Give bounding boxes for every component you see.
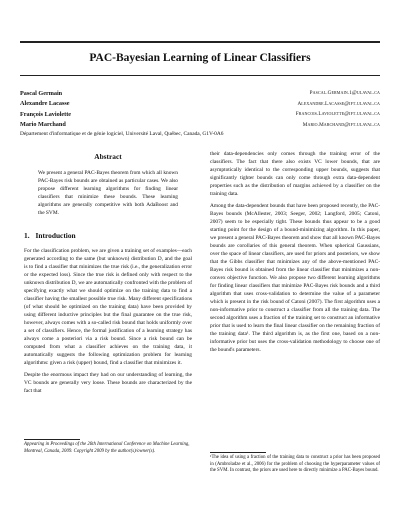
author-email: Pascal.Germain.1@ulaval.ca <box>309 90 380 97</box>
body-paragraph: Despite the enormous impact they had on our understanding of learning, the VC bounds are generally very loose. These bounds are characterized by the fact that <box>24 372 192 394</box>
footnote-separator <box>24 439 80 440</box>
footnote-text: ¹The idea of using a fraction of the training data to construct a prior has been proposed in (Ambroladze et al., 2006) for the problem of choosing the hyperparameter values of the SVM. In contrast, the priors are used here to directly minimize a PAC-Bayes bound. <box>210 455 380 474</box>
author-email: Alexandre.Lacasse@ift.ulaval.ca <box>297 100 380 107</box>
author-name: Alexandre Lacasse <box>20 100 70 108</box>
body-paragraph: Among the data-dependent bounds that have been proposed recently, the PAC-Bayes bounds (McAllester, 2003; Seeger, 2002; Langford, 2005; Catoni, 2007) seem to be especially tight. These bounds thus appear to be a good starting point for the design of a bound-minimizing algorithm. In this paper, we present a general PAC-Bayes theorem and show that all known PAC-Bayes bounds are corollaries of this general theorem. When spherical Gaussians, over the space of linear classifiers, are used for priors and posteriors, we show that the Gibbs classifier that minimizes any of the above-mentioned PAC-Bayes risk bound is obtained from the linear classifier that minimizes a non-convex objective function. We also propose two different learning algorithms for finding linear classifiers that minimize PAC-Bayes risk bounds and a third algorithm that uses cross-validation to determine the value of a parameter which is present in the risk bound of Catoni (2007). The first algorithm uses a non-informative prior to construct a classifier from all the training data. The second algorithm uses a fraction of the training set to construct an informative prior that is used to learn the final linear classifier on the remaining fraction of the training data¹. The third algorithm is, as the first one, based on a non-informative prior but uses the cross-validation methodology to choose one of the bound's parameters. <box>210 203 380 353</box>
title-top-rule <box>20 41 380 43</box>
author-name: Mario Marchand <box>20 121 66 129</box>
section-heading <box>24 231 192 240</box>
author-row <box>20 109 380 120</box>
author-row <box>20 99 380 110</box>
paper-title: PAC-Bayesian Learning of Linear Classifiers <box>89 52 311 64</box>
author-block <box>20 88 380 130</box>
affiliation: Département d'informatique et de génie logiciel, Université Laval, Québec, Canada, G1V-0A6 <box>20 131 224 137</box>
body-paragraph: For the classification problem, we are given a training set of examples—each generated according to the same (but unknown) distribution D, and the goal is to find a classifier that minimizes the true risk (i.e., the generalization error or the expected loss). Since the true risk is defined only with respect to the unknown distribution D, we are automatically confronted with the problem of specifying exactly what we should optimize on the training data to find a classifier having the smallest possible true risk. Many different specifications (of what should be optimized on the training data) have been provided by using different inductive principles but the final guarantee on the true risk, however, always comes with a so-called risk bound that holds uniformly over a set of classifiers. Hence, the formal justification of a learning strategy has always come a posteriori via a risk bound. Since a risk bound can be computed from what a classifier achieves on the training data, it automatically suggests the following optimization problem for learning algorithms: given a risk (upper) bound, find a classifier that minimizes it. <box>24 248 192 366</box>
author-name: Pascal Germain <box>20 89 63 97</box>
author-email: Francois.Laviolette@ift.ulaval.ca <box>295 111 380 118</box>
copyright-footnote: Appearing in Proceedings of the 26th International Conference on Machine Learning, Montreal, Canada, 2009. Copyright 2009 by the author(s)/owner(s). <box>24 442 190 454</box>
right-column <box>210 150 380 358</box>
section-number: 1. <box>24 231 30 240</box>
footnote-separator <box>210 452 266 453</box>
section-title: Introduction <box>35 231 76 240</box>
title-bottom-rule <box>20 75 380 76</box>
body-paragraph: their data-dependencies only comes through the training error of the classifiers. The fact that there also exists VC lower bounds, that are asymptotically identical to the corresponding upper bounds, suggests that significantly tighter bounds can only come through extra data-dependent properties such as the distribution of margins achieved by a classifier on the training data. <box>210 151 380 197</box>
author-row <box>20 120 380 131</box>
author-name: François Laviolette <box>20 110 72 118</box>
abstract-text: We present a general PAC-Bayes theorem from which all known PAC-Bayes risk bounds are obtained as particular cases. We also propose different learning algorithms for finding linear classifiers that minimize these bounds. These learning algorithms are generally competitive with both AdaBoost and the SVM. <box>38 170 178 216</box>
author-email: Mario.Marchand@ift.ulaval.ca <box>302 121 380 128</box>
author-row <box>20 88 380 99</box>
abstract-heading: Abstract <box>94 152 122 161</box>
left-column <box>24 150 192 399</box>
